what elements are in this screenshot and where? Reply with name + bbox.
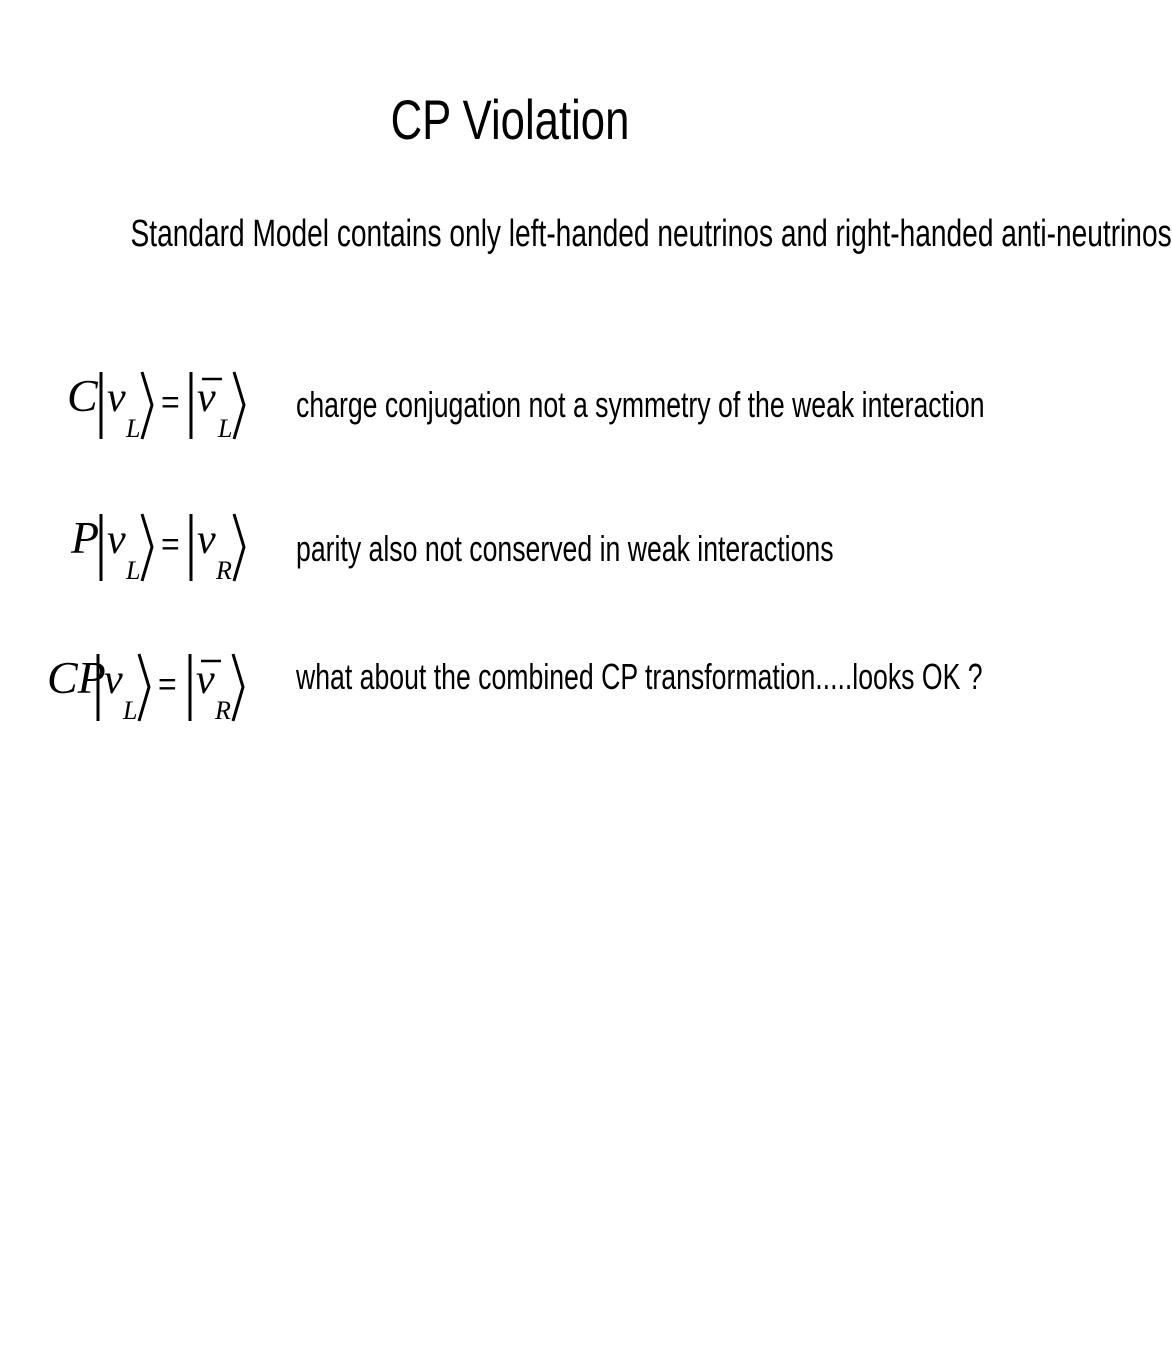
equation-description: what about the combined CP transformation.....looks OK ? xyxy=(296,656,983,697)
subscript-label: L xyxy=(218,414,233,443)
antineutrino-symbol: ν xyxy=(197,375,216,421)
ket-angle-right xyxy=(142,514,152,581)
equals-sign: = xyxy=(158,666,177,702)
slide-subtitle: Standard Model contains only left-handed neutrinos and right-handed anti-neutrinos xyxy=(130,213,1172,255)
ket-angle-right xyxy=(234,514,244,581)
ket-angle-right xyxy=(233,654,243,721)
ket-angle-right xyxy=(142,372,152,439)
neutrino-symbol: ν xyxy=(104,657,123,703)
equation-row-p xyxy=(0,497,1020,597)
subscript-label: L xyxy=(126,556,141,585)
equals-sign: = xyxy=(161,384,180,420)
equation-charge-conjugation xyxy=(0,355,290,455)
subscript-label: R xyxy=(216,556,232,585)
neutrino-symbol: ν xyxy=(107,375,126,421)
equals-sign: = xyxy=(161,526,180,562)
slide-title: CP Violation xyxy=(390,88,630,151)
ket-angle-right xyxy=(234,372,244,439)
subscript-label: L xyxy=(126,414,141,443)
equation-description: parity also not conserved in weak interactions xyxy=(296,528,834,569)
equation-row-cp xyxy=(0,637,1020,737)
operator-symbol: C xyxy=(67,370,98,421)
neutrino-symbol: ν xyxy=(107,517,126,563)
subscript-label: L xyxy=(123,696,138,725)
equation-description: charge conjugation not a symmetry of the weak interaction xyxy=(296,384,985,425)
equation-combined-cp xyxy=(0,637,290,737)
operator-symbol: CP xyxy=(47,652,106,703)
ket-angle-right xyxy=(139,654,149,721)
operator-symbol: P xyxy=(71,512,100,563)
equation-row-c xyxy=(0,355,1020,455)
subscript-label: R xyxy=(215,696,231,725)
antineutrino-symbol: ν xyxy=(196,657,215,703)
neutrino-symbol: ν xyxy=(197,517,216,563)
equation-parity xyxy=(0,497,290,597)
